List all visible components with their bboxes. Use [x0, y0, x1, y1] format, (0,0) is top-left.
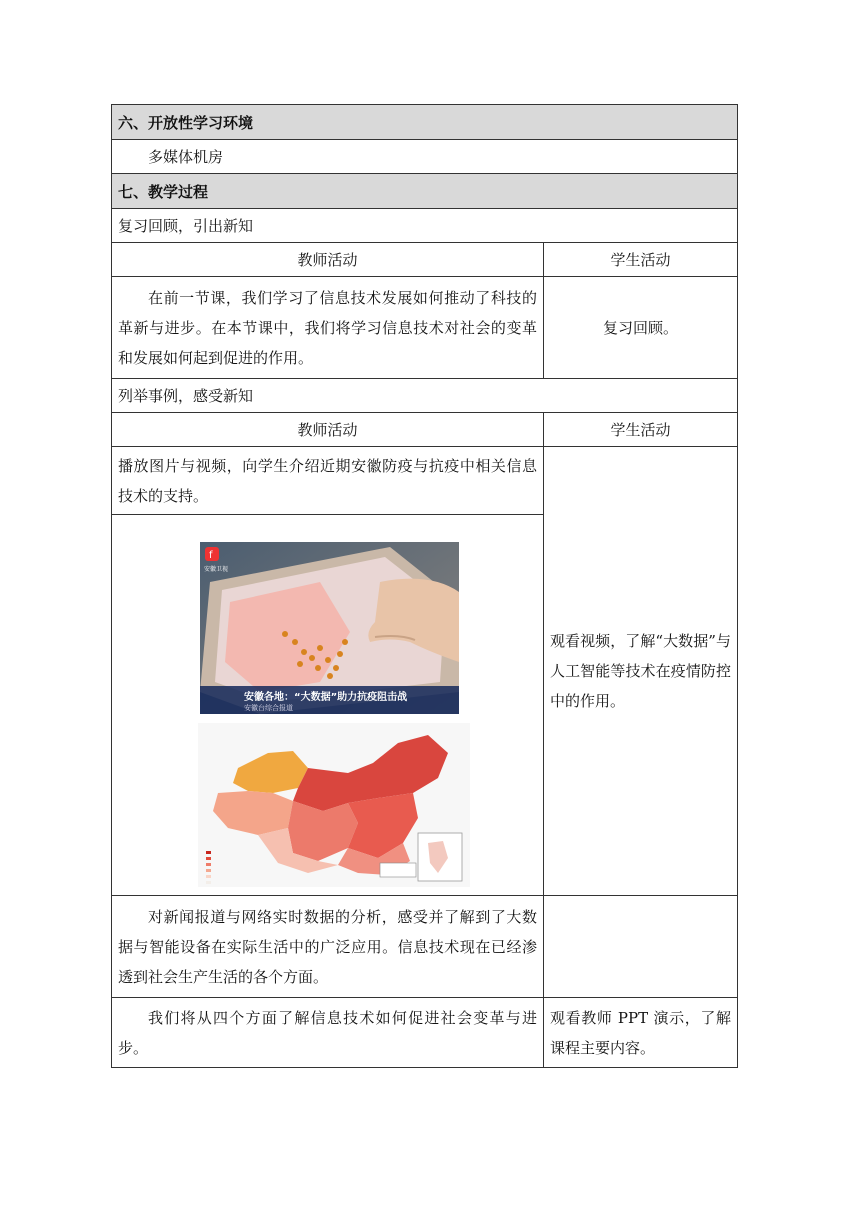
- part1-teacher-text: 在前一节课，我们学习了信息技术发展如何推动了科技的革新与进步。在本节课中，我们将学习信息技术对社会的变革和发展如何起到促进的作用。: [112, 277, 544, 379]
- part2-student-text-3: 观看教师 PPT 演示，了解课程主要内容。: [544, 998, 738, 1068]
- section6-title: 六、开放性学习环境: [112, 105, 738, 140]
- part2-student-text-2: [544, 896, 738, 998]
- part2-teacher-text-3: 我们将从四个方面了解信息技术如何促进社会变革与进步。: [112, 998, 544, 1068]
- part2-student-header: 学生活动: [544, 413, 738, 447]
- tv-logo-icon: [204, 546, 234, 576]
- part2-teacher-text-1: 播放图片与视频，向学生介绍近期安徽防疫与抗疫中相关信息技术的支持。: [112, 447, 544, 515]
- part2-teacher-header: 教师活动: [112, 413, 544, 447]
- news-caption: [200, 686, 459, 714]
- svg-text:f: f: [209, 550, 213, 561]
- part2-student-text-1: 观看视频，了解“大数据”与人工智能等技术在疫情防控中的作用。: [544, 447, 738, 896]
- tv-logo-label: 安徽卫视: [204, 566, 229, 573]
- news-caption-main: 安徽各地：“大数据”助力抗疫阻击战: [244, 692, 408, 703]
- part2-teacher-text-2: 对新闻报道与网络实时数据的分析，感受并了解到了大数据与智能设备在实际生活中的广泛应用。信息技术现在已经渗透到社会生产生活的各个方面。: [112, 896, 544, 998]
- part1-student-text: 复习回顾。: [544, 277, 738, 379]
- lesson-page: [111, 104, 737, 1068]
- part1-teacher-header: 教师活动: [112, 243, 544, 277]
- section6-content: 多媒体机房: [112, 140, 738, 174]
- part1-student-header: 学生活动: [544, 243, 738, 277]
- news-photo: [200, 542, 459, 714]
- section7-title: 七、教学过程: [112, 174, 738, 209]
- news-caption-sub: 安徽台综合报道: [244, 704, 293, 712]
- lesson-plan-table: [111, 104, 738, 1068]
- part1-title: 复习回顾，引出新知: [112, 209, 738, 243]
- part2-title: 列举事例，感受新知: [112, 379, 738, 413]
- china-map-image: [198, 723, 470, 887]
- image-cell: [112, 515, 544, 896]
